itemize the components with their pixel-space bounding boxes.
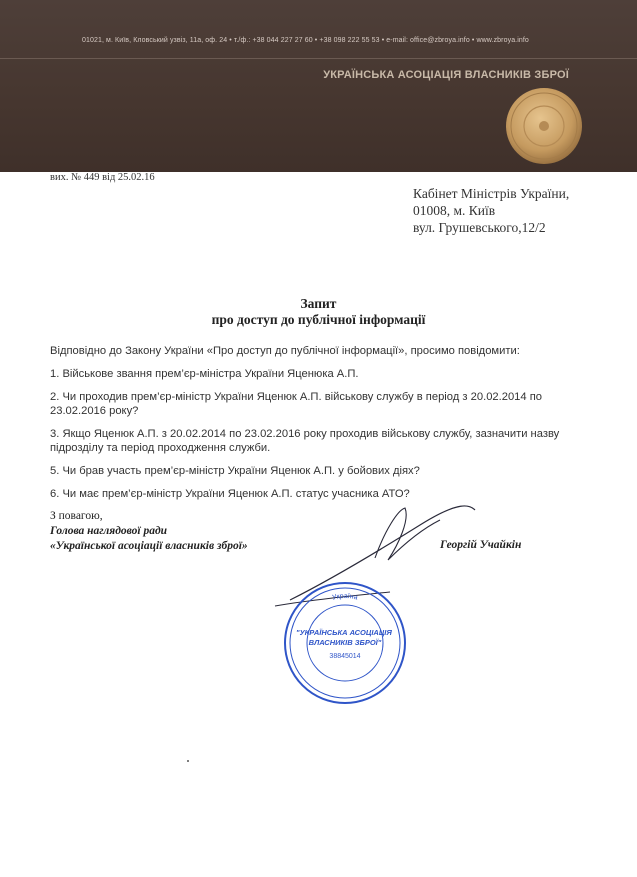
speck [187,760,189,762]
signer-name: Георгій Учайкін [440,539,522,551]
letterhead-divider [0,58,637,59]
request-body [50,344,570,510]
document-title [0,296,637,328]
stamp-top-word: Україна [331,592,359,602]
request-item: 6. Чи має прем’єр-міністр України Яценюк А.П. статус учасника АТО? [50,488,410,500]
official-round-stamp [282,580,408,706]
signer-organization: «Української асоціації власників зброї» [50,540,248,552]
letterhead-band [0,0,637,172]
addressee-line: 01008, м. Київ [413,203,496,218]
svg-text:Україна [332,593,359,602]
request-item: 2. Чи проходив прем’єр-міністр України Яценюк А.П. військову службу в період з 20.02.2014 по 23.02.2016 року? [50,391,543,417]
title-line-2: про доступ до публічної інформації [211,312,426,327]
stamp-center-text: "УКРАЇНСЬКА АСОЦІАЦІЯ [296,628,392,637]
stamp-code: 38845014 [329,653,361,660]
request-item: 3. Якщо Яценюк А.П. з 20.02.2014 по 23.02.2016 року проходив військову службу, зазначити назву підрозділу та період проходження служби. [50,428,560,454]
signer-position: Голова наглядової ради [50,525,168,537]
svg-text:"УКРАЇНСЬКА АСОЦІАЦІЯ ВЛАСНИ [296,628,394,647]
addressee-line: вул. Грушевського,12/2 [413,220,546,235]
request-intro: Відповідно до Закону України «Про доступ до публічної інформації», просимо повідомити: [50,345,520,357]
letterhead-contacts: 01021, м. Київ, Кловський узвіз, 11а, оф. 24 • т./ф.: +38 044 227 27 60 • +38 098 222 55 53 • e-mail: office@zbroya.info • www.zbroya.info [82,37,529,44]
addressee-block [413,185,569,236]
addressee-line: Кабінет Міністрів України, [413,186,570,201]
outgoing-reference: вих. № 449 від 25.02.16 [50,172,155,183]
request-item: 5. Чи брав участь прем’єр-міністр України Яценюк А.П. у бойових діях? [50,465,420,477]
request-item: 1. Військове звання прем’єр-міністра України Яценюка А.П. [50,368,359,380]
letterhead-org-name: УКРАЇНСЬКА АСОЦІАЦІЯ ВЛАСНИКІВ ЗБРОЇ [323,69,569,81]
stamp-center-text-line-2: ВЛАСНИКІВ ЗБРОЇ" [308,638,382,647]
title-line-1: Запит [300,296,337,311]
regards-text: З повагою, [50,510,103,522]
gold-medal-emblem-icon [504,86,584,166]
